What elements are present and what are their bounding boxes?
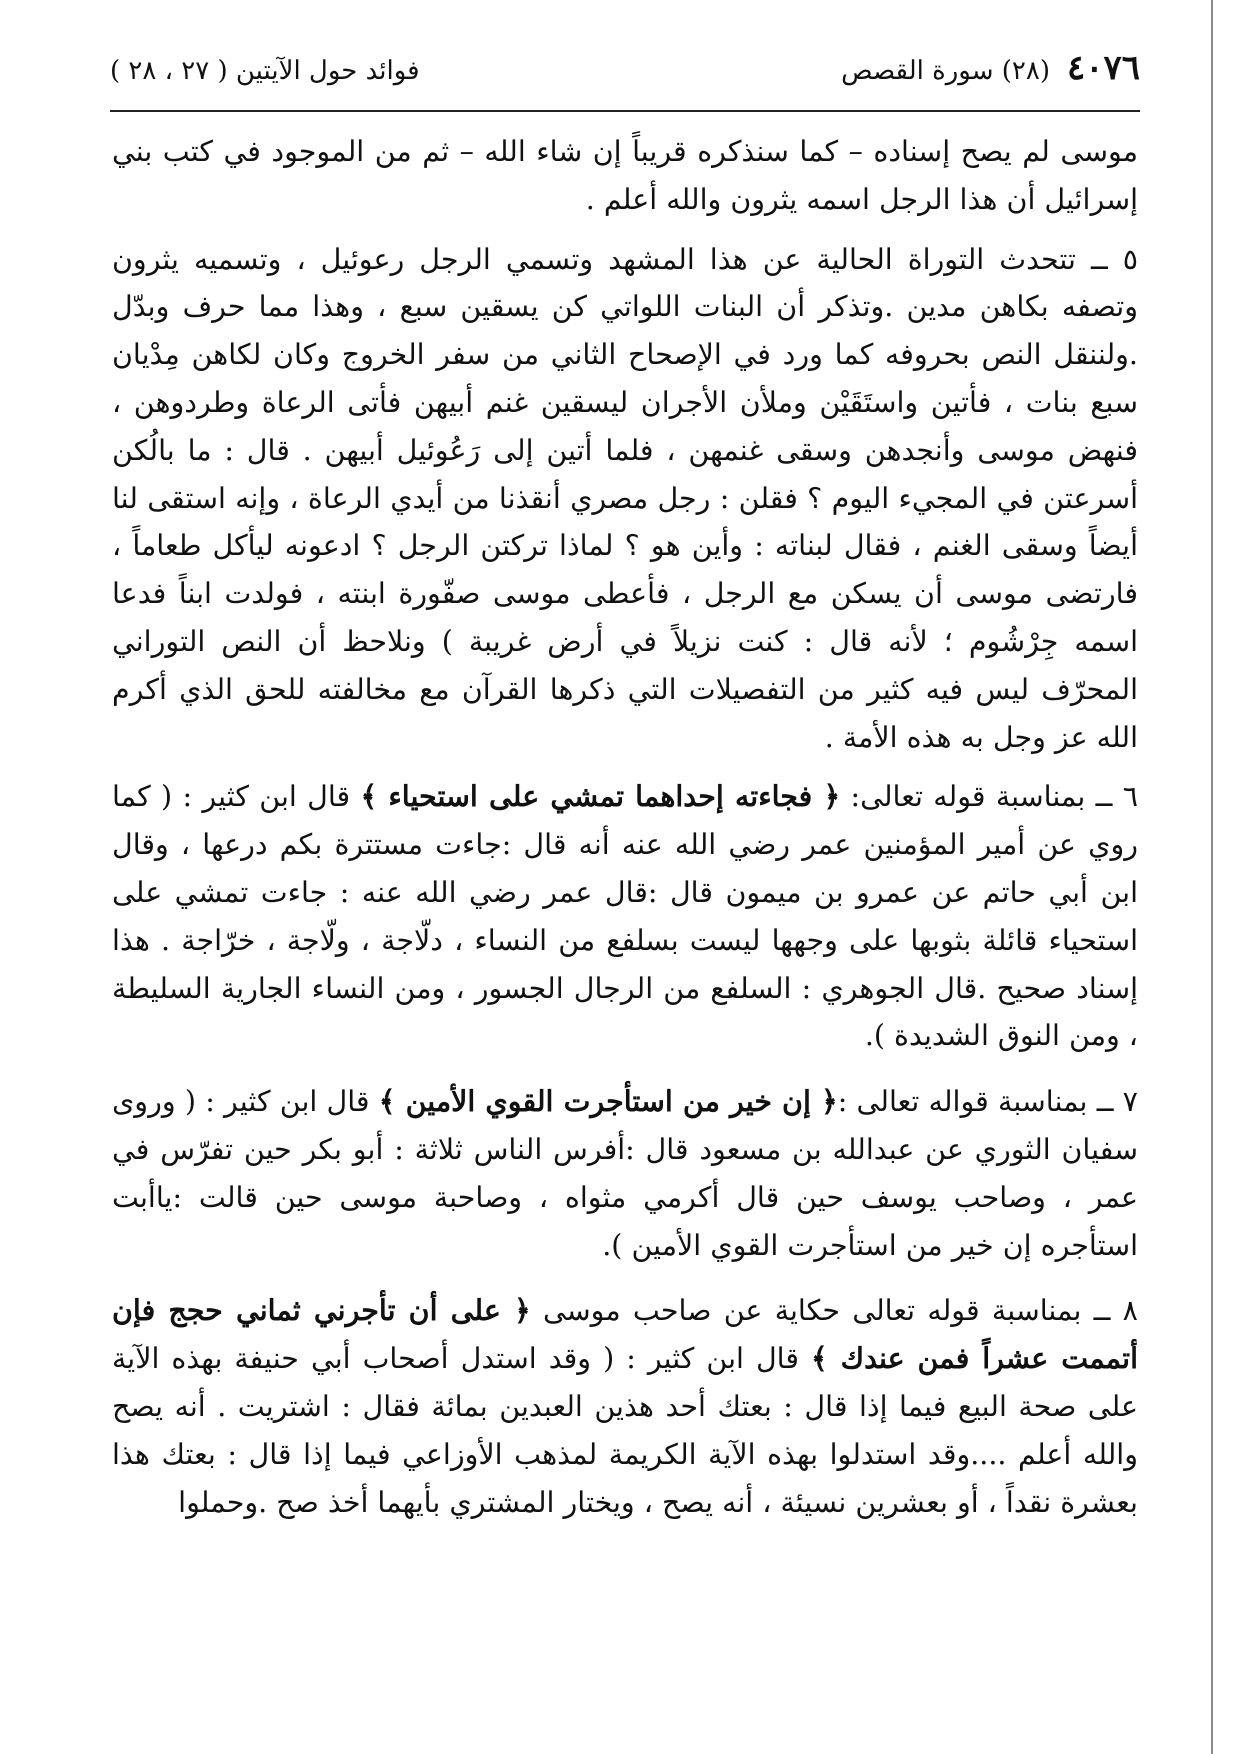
paragraph-7-lead: ٧ ــ بمناسبة قواله تعالى : xyxy=(837,1085,1138,1119)
paragraph-6 xyxy=(112,773,1138,1060)
running-title: فوائد حول الآيتين ( ٢٧ ، ٢٨ ) xyxy=(110,56,420,86)
page-number: ٤٠٧٦ xyxy=(1066,48,1140,88)
quran-verse-6: ﴿ فجاءته إحداهما تمشي على استحياء ﴾ xyxy=(360,779,841,814)
paragraph-intro: موسى لم يصح إسناده – كما سنذكره قريباً إن شاء الله – ثم من الموجود في كتب بني إسرائيل أن هذا الرجل اسمه يثرون والله أعلم . xyxy=(112,135,1138,216)
page-header xyxy=(110,48,1140,108)
paragraph-6-lead: ٦ ــ بمناسبة قوله تعالى: xyxy=(840,780,1138,814)
paragraph-8-lead: ٨ ــ بمناسبة قوله تعالى حكاية عن صاحب موسى xyxy=(530,1294,1138,1328)
page-edge-line xyxy=(1211,0,1213,1754)
paragraph-7-text: قال ابن كثير : ( وروى سفيان الثوري عن عبدالله بن مسعود قال :أفرس الناس ثلاثة : أبو بكر حين تفرّس في عمر ، وصاحب يوسف حين قال أكرمي مثواه ، وصاحبة موسى حين قالت :ياأبت استأجره إن خير من استأجرت القوي الأمين ). xyxy=(112,1085,1138,1262)
header-rule xyxy=(110,110,1140,112)
surah-title: (٢٨) سورة القصص xyxy=(841,56,1050,86)
paragraph-8 xyxy=(112,1287,1138,1526)
paragraph-5: ٥ ــ تتحدث التوراة الحالية عن هذا المشهد وتسمي الرجل رعوئيل ، وتسميه يثرون وتصفه بكاهن مدين .وتذكر أن البنات اللواتي كن يسقين سبع ، وهذا مما حرف وبدّل .ولننقل النص بحروفه كما ورد في الإصحاح الثاني من سفر الخروج وكان لكاهن مِدْيان سبع بنات ، فأتين واستَقَيْن وملأن الأجران ليسقين غنم أبيهن فأتى الرعاة وطردوهن ، فنهض موسى وأنجدهن وسقى غنمهن ، فلما أتين إلى رَعُوئيل أبيهن . قال : ما بالُكن أسرعتن في المجيء اليوم ؟ فقلن : رجل مصري أنقذنا من أيدي الرعاة ، وإنه استقى لنا أيضاً وسقى الغنم ، فقال لبناته : وأين هو ؟ لماذا تركتن الرجل ؟ ادعونه ليأكل طعاماً ، فارتضى موسى أن يسكن مع الرجل ، فأعطى موسى صفّورة ابنته ، فولدت ابناً فدعا اسمه جِرْشُوم ؛ لأنه قال : كنت نزيلاً في أرض غريبة ) ونلاحظ أن النص التوراني المحرّف ليس فيه كثير من التفصيلات التي ذكرها القرآن مع مخالفته للحق الذي أكرم الله عز وجل به هذه الأمة . xyxy=(112,242,1138,754)
quran-verse-7: ﴿ إن خير من استأجرت القوي الأمين ﴾ xyxy=(378,1084,838,1119)
paragraph-7 xyxy=(112,1078,1138,1269)
paragraph-8-text: قال ابن كثير : ( وقد استدل أصحاب أبي حنيفة بهذه الآية على صحة البيع فيما إذا قال : بعتك أحد هذين العبدين بمائة فقال : اشتريت . أنه يصح والله أعلم ....وقد استدلوا بهذه الآية الكريمة لمذهب الأوزاعي فيما إذا قال : بعتك هذا بعشرة نقداً ، أو بعشرين نسيئة ، أنه يصح ، ويختار المشتري بأيهما أخذ صح .وحملوا xyxy=(112,1342,1138,1519)
quran-verse-8: ﴿ على أن تأجرني ثماني حجج فإن أتممت عشراً فمن عندك ﴾ xyxy=(112,1293,1138,1376)
paragraph-6-text: قال ابن كثير : ( كما روي عن أمير المؤمنين عمر رضي الله عنه أنه قال :جاءت مستترة بكم درعها ، وقال ابن أبي حاتم عن عمرو بن ميمون قال :قال عمر رضي الله عنه : جاءت تمشي على استحياء قائلة بثوبها على وجهها ليست بسلفع من النساء ، دلّاجة ، ولّاجة ، خرّاجة . هذا إسناد صحيح .قال الجوهري : السلفع من الرجال الجسور ، ومن النساء الجارية السليطة ، ومن النوق الشديدة ). xyxy=(112,780,1138,1053)
body-text xyxy=(112,128,1138,1526)
